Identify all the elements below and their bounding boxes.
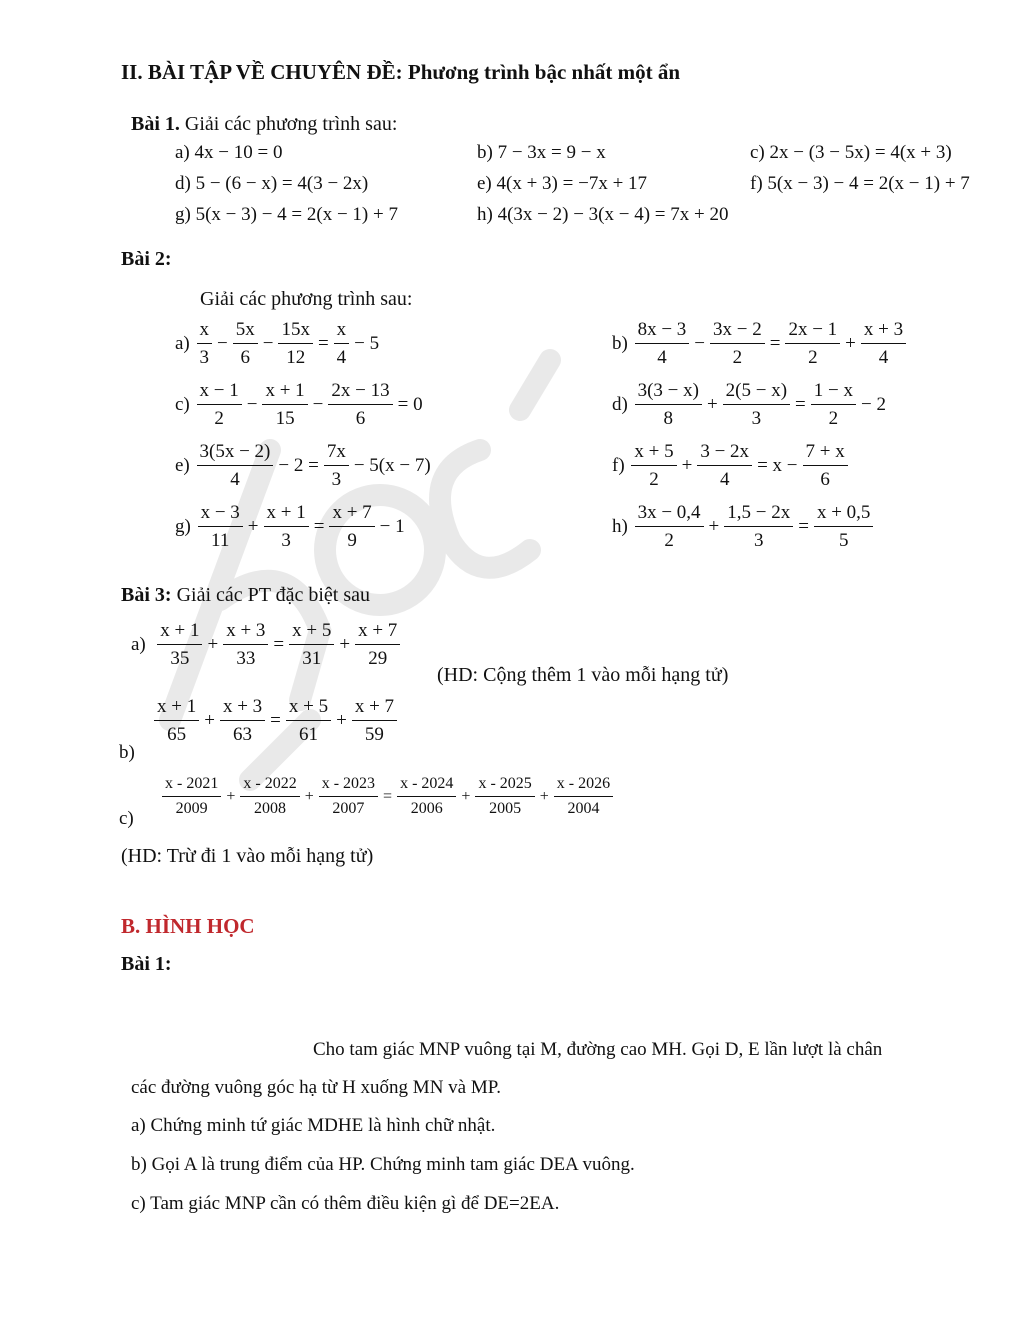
numerator: x + 7 [352,697,397,721]
fraction [697,442,752,490]
bai3-label-b: b) [119,742,135,763]
denominator: 2007 [332,799,365,817]
bai3-item-c: $\frac{x - 2021}{2009}$ + $\frac{x - 2022}{2008}$ + $\frac{x - 2023}{2007}$ = $\frac{x - 2024}{2006}$ + $\frac{x - 2025}{2005}$ + $\frac{x - 2026}{2004}$ [160,776,615,818]
bai1-item-b [477,142,606,164]
geometry-bai1-c: c) Tam giác MNP cần có thêm điều kiện gì để DE=2EA. [131,1193,560,1214]
item-label: a) [175,332,190,354]
numerator: x + 3 [223,621,268,645]
numerator: x [197,320,213,344]
denominator: 59 [364,723,384,745]
numerator: 3x − 2 [710,320,765,344]
numerator: x − 1 [197,381,242,405]
equation: 4x − 10 = 0 [194,142,283,163]
geometry-bai1-title: Bài 1: [121,953,172,975]
bai2-item-a: a) $\frac{x}{3}$ − $\frac{5x}{6}$ − $\frac{15x}{12}$ = $\frac{x}{4}$ − 5 [175,319,380,368]
denominator: 15 [275,407,295,429]
bai2-item-f: f) $\frac{x + 5}{2}$ + $\frac{3 - 2x}{4}$ = x − $\frac{7 + x}{6}$ [612,442,850,490]
denominator: 29 [368,647,388,669]
fraction [724,503,793,551]
fraction [223,621,268,669]
numerator: x + 1 [157,621,202,645]
bai2-item-d: d) $\frac{3(3 - x)}{8}$ + $\frac{2(5 - x)}{3}$ = $\frac{1 - x}{2}$ − 2 [612,380,886,429]
denominator: 3 [754,529,764,551]
bai1-item-f [750,173,970,195]
numerator: 5x [233,320,258,344]
bai3-label-c: c) [119,808,134,829]
fraction [197,442,274,490]
geometry-bai1-line2: các đường vuông góc hạ từ H xuống MN và MP. [131,1077,501,1098]
denominator: 3 [331,468,342,490]
equation-tail: − 5 [354,332,380,354]
item-label: h) [612,515,628,537]
fraction [397,776,456,818]
fraction [319,776,378,818]
bai3-hint-c: (HD: Trừ đi 1 vào mỗi hạng tử) [121,845,374,867]
numerator: 7x [324,442,349,466]
denominator: 3 [199,346,210,368]
denominator: 8 [663,407,674,429]
numerator: x - 2021 [162,776,221,797]
equation: 5(x − 3) − 4 = 2(x − 1) + 7 [767,173,970,194]
bai3-item-b: $\frac{x + 1}{65}$ + $\frac{x + 3}{63}$ = $\frac{x + 5}{61}$ + $\frac{x + 7}{59}$ [152,697,399,745]
fraction [240,776,299,818]
numerator: x + 0,5 [814,503,873,527]
denominator: 2 [649,468,659,490]
fraction [861,320,906,368]
numerator: x + 7 [355,621,400,645]
numerator: x - 2025 [475,776,534,797]
numerator: 3x − 0,4 [635,503,704,527]
bai2-title: Bài 2: [121,248,172,270]
bai2-item-h: h) $\frac{3x - 0,4}{2}$ + $\frac{1,5 - 2x}{3}$ = $\frac{x + 0,5}{5}$ [612,503,875,551]
numerator: x + 1 [262,381,307,405]
numerator: x + 3 [220,697,265,721]
item-label: a) [131,633,146,655]
numerator: x - 2023 [319,776,378,797]
denominator: 12 [286,346,306,368]
fraction [197,320,213,368]
item-label: e) [175,454,190,476]
fraction [811,381,856,429]
fraction [264,503,309,551]
fraction [635,320,690,368]
bai3-hint-a: (HD: Cộng thêm 1 vào mỗi hạng tử) [437,664,729,686]
denominator: 31 [302,647,322,669]
denominator: 2009 [175,799,208,817]
geometry-bai1-line1: Cho tam giác MNP vuông tại M, đường cao MH. Gọi D, E lần lượt là chân [313,1039,883,1060]
fraction [262,381,307,429]
fraction [233,320,258,368]
fraction [635,503,704,551]
denominator: 2 [732,346,743,368]
bai1-title: Bài 1. [131,113,180,135]
item-label: f) [612,454,625,476]
denominator: 4 [336,346,347,368]
bai1-item-g [175,204,398,226]
numerator: x + 5 [289,621,334,645]
denominator: 65 [167,723,187,745]
section-title-algebra: II. BÀI TẬP VỀ CHUYÊN ĐỀ: Phương trình bậc nhất một ẩn [121,60,681,84]
bai1-item-e [477,173,647,195]
equation: 5 − (6 − x) = 4(3 − 2x) [195,173,369,194]
numerator: x - 2024 [397,776,456,797]
fraction [355,621,400,669]
fraction [286,697,331,745]
bai1-item-c [750,142,952,164]
numerator: x − 3 [198,503,243,527]
numerator: 3(3 − x) [635,381,702,405]
denominator: 2 [664,529,674,551]
bai3-heading [121,584,370,607]
fraction [329,503,374,551]
equation-tail: − 5(x − 7) [353,454,431,476]
denominator: 2008 [254,799,287,817]
numerator: 1,5 − 2x [724,503,793,527]
denominator: 63 [233,723,253,745]
denominator: 4 [719,468,730,490]
denominator: 4 [230,468,240,490]
denominator: 2004 [567,799,600,817]
bai2-item-b: b) $\frac{8x - 3}{4}$ − $\frac{3x - 2}{2}$ = $\frac{2x - 1}{2}$ + $\frac{x + 3}{4}$ [612,320,908,368]
bai2-item-g: g) $\frac{x - 3}{11}$ + $\frac{x + 1}{3}$ = $\frac{x + 7}{9}$ − 1 [175,502,405,551]
denominator: 35 [170,647,190,669]
numerator: 3(5x − 2) [197,442,274,466]
numerator: x + 1 [264,503,309,527]
item-label: c) [750,142,765,163]
denominator: 6 [355,407,366,429]
equation: 2x − (3 − 5x) = 4(x + 3) [769,142,952,163]
bai3-instruction: Giải các PT đặc biệt sau [176,584,371,606]
equation: 5(x − 3) − 4 = 2(x − 1) + 7 [195,204,398,225]
fraction [475,776,534,818]
fraction [157,621,202,669]
item-label: d) [612,393,628,415]
denominator: 6 [240,346,250,368]
fraction [635,381,702,429]
fraction [631,442,676,490]
equation-tail: − 2 [860,393,886,415]
numerator: x + 5 [631,442,676,466]
fraction [162,776,221,818]
fraction [278,320,313,368]
denominator: 9 [347,529,357,551]
fraction [328,381,392,429]
fraction [198,503,243,551]
numerator: 2x − 1 [785,320,840,344]
denominator: 2 [214,407,224,429]
fraction [334,320,350,368]
bai2-instruction: Giải các phương trình sau: [200,288,413,310]
numerator: x + 5 [286,697,331,721]
geometry-bai1-b: b) Gọi A là trung điểm của HP. Chứng minh tam giác DEA vuông. [131,1154,635,1175]
denominator: 3 [751,407,762,429]
item-label: c) [175,393,190,415]
numerator: 7 + x [803,442,848,466]
denominator: 2 [828,407,839,429]
equation-tail: − 1 [379,515,405,537]
item-label: e) [477,173,492,194]
item-label: h) [477,204,493,225]
item-label: g) [175,515,191,537]
item-label: a) [175,142,190,163]
bai1-item-a [175,142,282,164]
fraction [803,442,848,490]
numerator: 1 − x [811,381,856,405]
numerator: 8x − 3 [635,320,690,344]
fraction [352,697,397,745]
fraction [554,776,613,818]
equation-mid: = x − [757,454,798,476]
denominator: 11 [211,529,230,551]
denominator: 61 [298,723,318,745]
numerator: x + 1 [154,697,199,721]
denominator: 5 [838,529,849,551]
denominator: 2 [808,346,818,368]
item-label: d) [175,173,191,194]
fraction [723,381,790,429]
section-title-geometry: B. HÌNH HỌC [121,914,255,938]
bai1-item-d [175,173,368,195]
numerator: x + 7 [329,503,374,527]
fraction [785,320,840,368]
denominator: 4 [878,346,889,368]
denominator: 2005 [489,799,522,817]
denominator: 33 [236,647,256,669]
geometry-bai1-a: a) Chứng minh tứ giác MDHE là hình chữ nhật. [131,1115,496,1136]
denominator: 6 [820,468,830,490]
numerator: x [334,320,350,344]
numerator: 15x [278,320,313,344]
item-label: f) [750,173,763,194]
bai1-instruction: Giải các phương trình sau: [184,113,398,135]
fraction [289,621,334,669]
fraction [324,442,349,490]
fraction [710,320,765,368]
equation: 4(3x − 2) − 3(x − 4) = 7x + 20 [497,204,729,225]
fraction [220,697,265,745]
numerator: x - 2026 [554,776,613,797]
bai3-item-a: a) $\frac{x + 1}{35}$ + $\frac{x + 3}{33}$ = $\frac{x + 5}{31}$ + $\frac{x + 7}{29}$ [131,621,402,669]
bai1-item-h [477,204,728,226]
numerator: 3 − 2x [697,442,752,466]
item-label: b) [612,332,628,354]
equation-mid: − 2 = [278,454,319,476]
denominator: 2006 [410,799,443,817]
numerator: 2(5 − x) [723,381,790,405]
numerator: 2x − 13 [328,381,392,405]
bai3-title: Bài 3: [121,584,172,606]
item-label: b) [477,142,493,163]
numerator: x - 2022 [240,776,299,797]
item-label: g) [175,204,191,225]
denominator: 4 [657,346,667,368]
equation-tail: = 0 [397,393,423,415]
numerator: x + 3 [861,320,906,344]
equation: 7 − 3x = 9 − x [497,142,606,163]
bai1-heading [131,113,397,136]
denominator: 3 [281,529,291,551]
fraction [154,697,199,745]
bai2-item-e [175,442,434,490]
fraction [197,381,242,429]
bai2-item-c: c) $\frac{x - 1}{2}$ − $\frac{x + 1}{15}$ − $\frac{2x - 13}{6}$ = 0 [175,380,423,429]
fraction [814,503,873,551]
equation: 4(x + 3) = −7x + 17 [496,173,648,194]
